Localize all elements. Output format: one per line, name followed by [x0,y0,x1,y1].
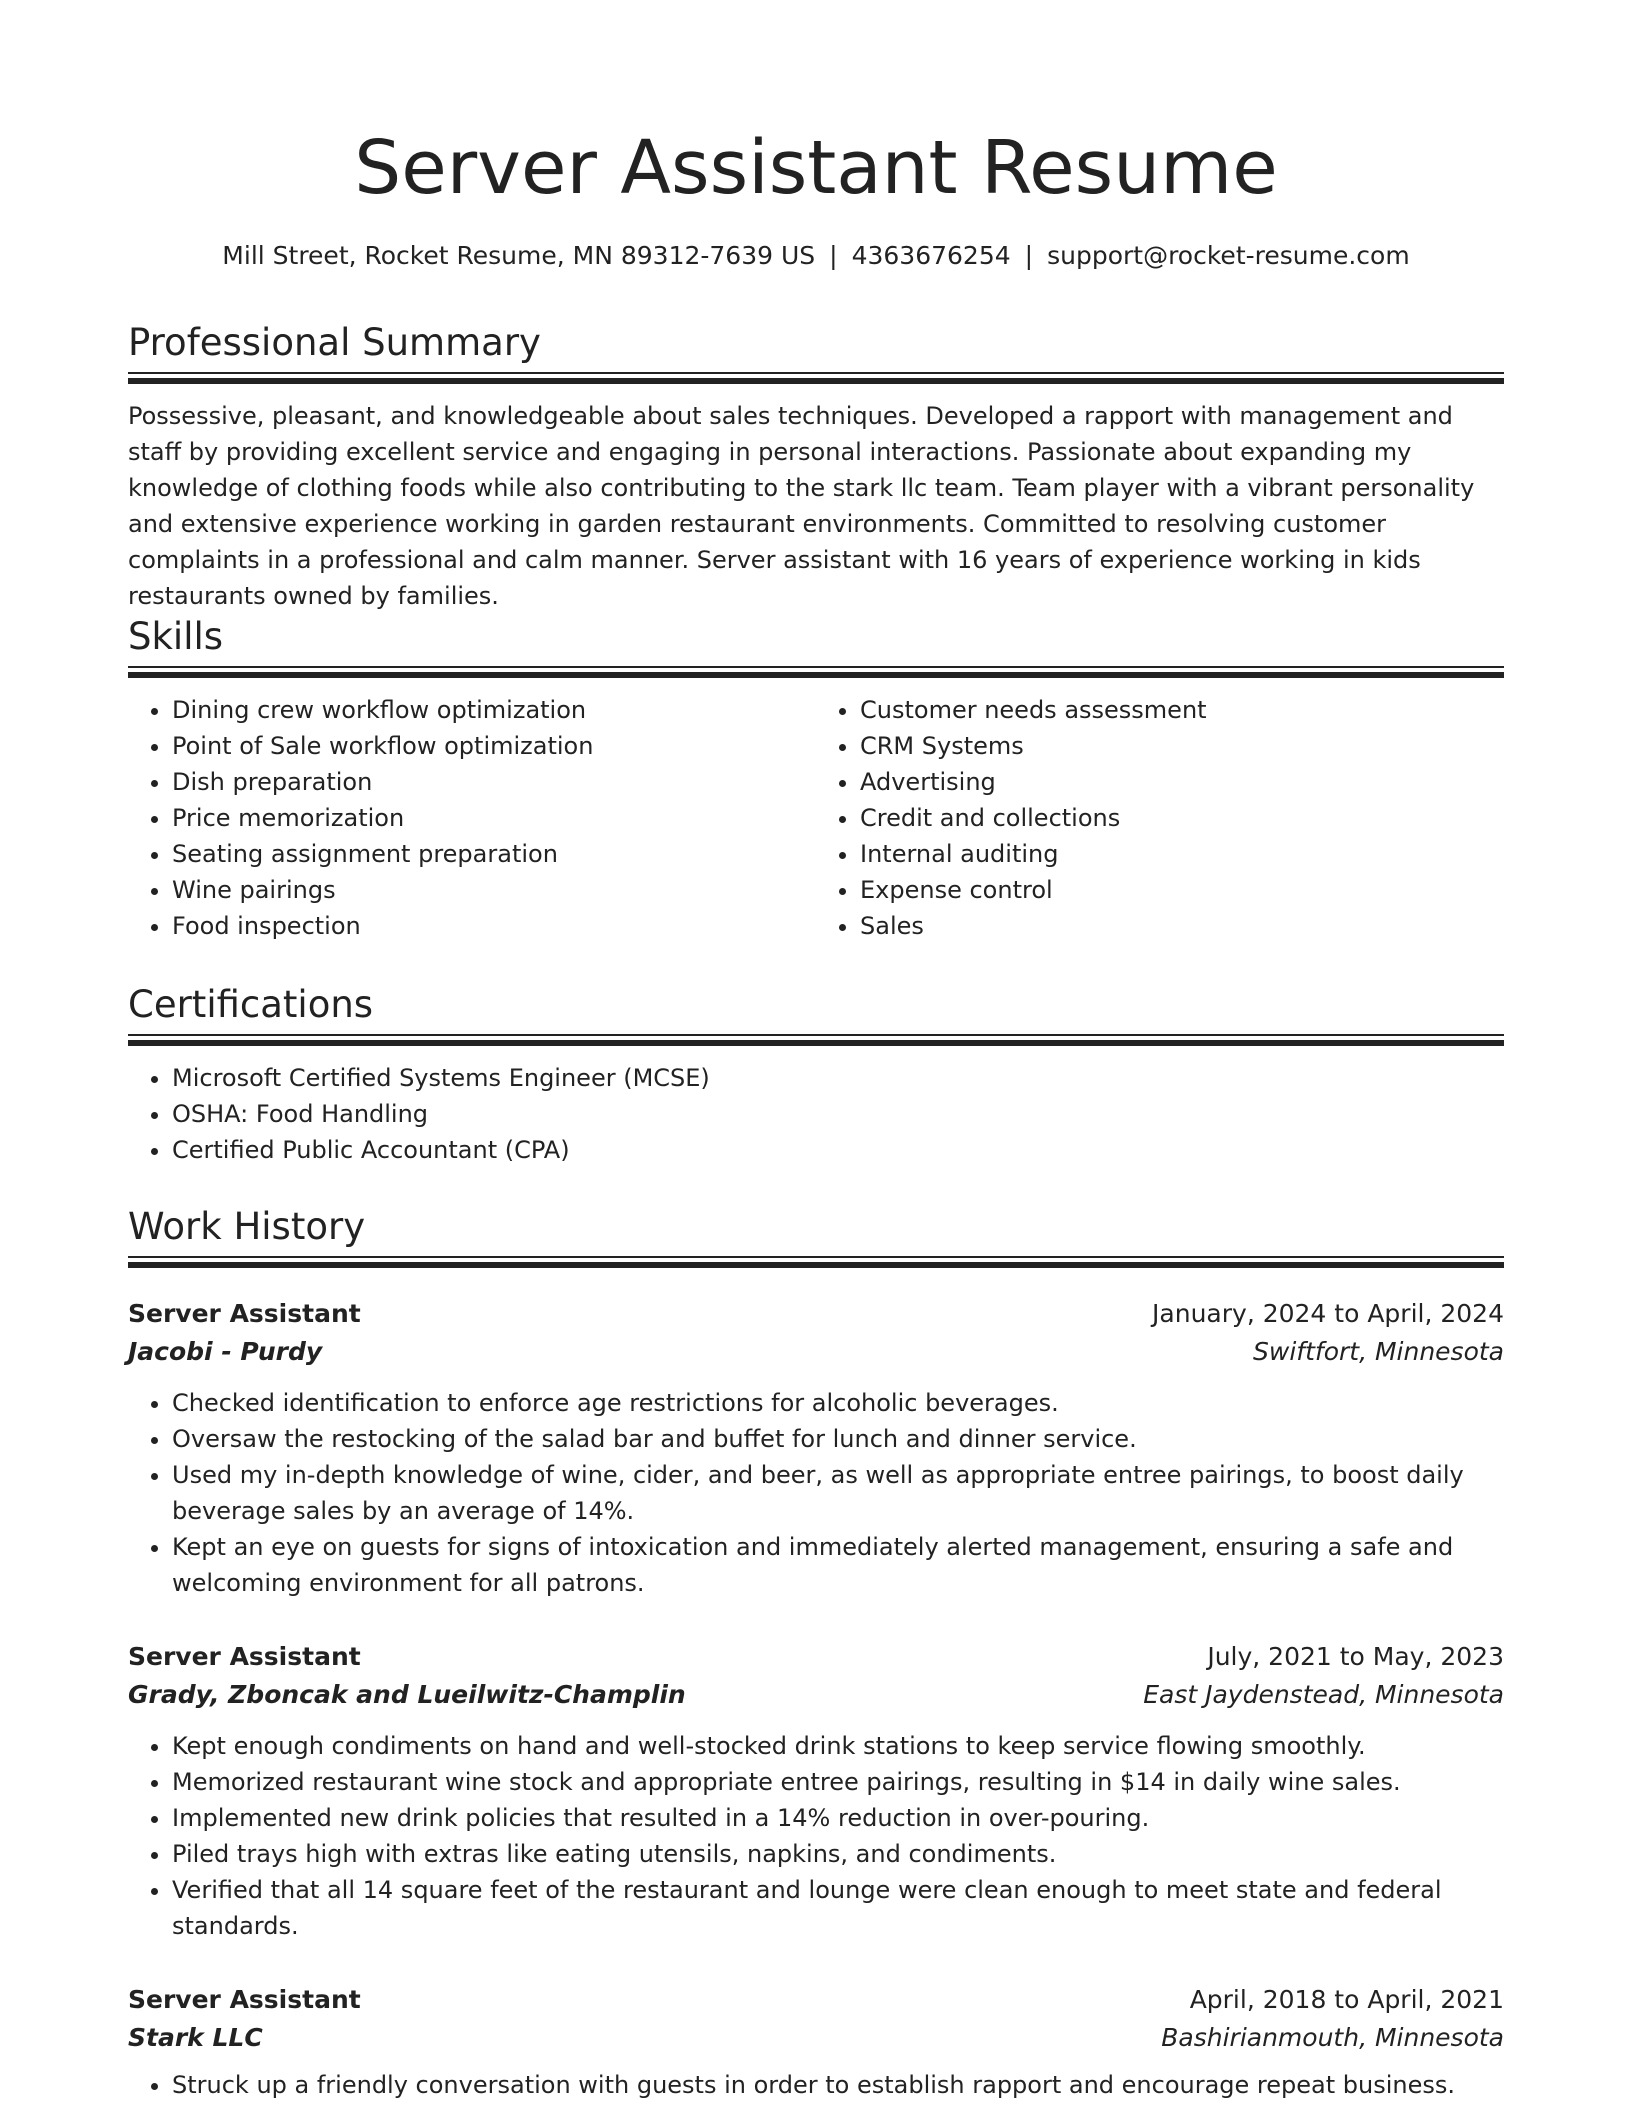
skill-item: • CRM Systems [860,728,1504,764]
job-bullet: • Kept an eye on guests for signs of intoxication and immediately alerted management, ensuring a safe and welcoming environment for all patrons. [172,1529,1504,1601]
certification-item: • Certified Public Accountant (CPA) [172,1132,1504,1168]
job-bullet: • Checked identification to enforce age restrictions for alcoholic beverages. [172,1385,1504,1421]
job-title: Server Assistant [128,1299,361,1328]
skill-item: • Point of Sale workflow optimization [172,728,816,764]
skill-item: • Internal auditing [860,836,1504,872]
contact-separator: | [829,241,838,270]
job-entry [128,1981,1504,2103]
skill-item: • Advertising [860,764,1504,800]
section-heading: Work History [128,1205,366,1248]
skill-item: • Credit and collections [860,800,1504,836]
job-dates: July, 2021 to May, 2023 [1207,1642,1504,1671]
skill-item: • Dining crew workflow optimization [172,692,816,728]
skill-item: • Dish preparation [172,764,816,800]
certifications-list [128,1060,1504,1168]
job-location: Swiftfort, Minnesota [1253,1337,1504,1366]
job-bullet: • Piled trays high with extras like eating utensils, napkins, and condiments. [172,1836,1504,1872]
contact-address: Mill Street, Rocket Resume, MN 89312-7639 US [222,241,816,270]
certification-item: • OSHA: Food Handling [172,1096,1504,1132]
job-bullet: • Implemented new drink policies that resulted in a 14% reduction in over-pouring. [172,1800,1504,1836]
contact-separator: | [1024,241,1034,270]
job-bullet: • Verified that all 14 square feet of the restaurant and lounge were clean enough to meet state and federal standards. [172,1872,1504,1944]
job-bullet: • Struck up a friendly conversation with guests in order to establish rapport and encourage repeat business. [172,2067,1504,2103]
job-bullets [128,1385,1504,1601]
section-heading: Professional Summary [128,321,541,364]
skill-item: • Customer needs assessment [860,692,1504,728]
skill-item: • Sales [860,908,1504,944]
section-divider [128,1034,1504,1046]
job-company: Grady, Zboncak and Lueilwitz-Champlin [128,1680,686,1709]
certifications-section [128,980,1504,1168]
skill-item: • Expense control [860,872,1504,908]
skill-item: • Food inspection [172,908,816,944]
section-heading: Skills [128,615,224,658]
section-divider [128,1256,1504,1268]
contact-phone: 4363676254 [851,241,1011,270]
job-entry [128,1295,1504,1601]
skills-list-right [816,692,1504,944]
job-title: Server Assistant [128,1985,361,2014]
job-company: Jacobi - Purdy [128,1337,323,1366]
skill-item: • Price memorization [172,800,816,836]
certification-item: • Microsoft Certified Systems Engineer (MCSE) [172,1060,1504,1096]
job-title-row [128,1638,1504,1676]
job-entry [128,1638,1504,1944]
job-dates: January, 2024 to April, 2024 [1152,1299,1504,1328]
job-company-row [128,2019,1504,2057]
work-history-section [128,1202,1504,1268]
job-company-row [128,1676,1504,1714]
summary-section [128,318,1504,614]
job-location: Bashirianmouth, Minnesota [1161,2023,1504,2052]
job-location: East Jaydenstead, Minnesota [1143,1680,1504,1709]
section-divider [128,666,1504,678]
skill-item: • Wine pairings [172,872,816,908]
job-bullet: • Memorized restaurant wine stock and appropriate entree pairings, resulting in $14 in daily wine sales. [172,1764,1504,1800]
skills-section [128,612,1504,944]
job-bullet: • Kept enough condiments on hand and well-stocked drink stations to keep service flowing smoothly. [172,1728,1504,1764]
resume-title: Server Assistant Resume [354,125,1278,211]
job-company: Stark LLC [128,2023,263,2052]
skills-list-left [128,692,816,944]
skills-columns [128,678,1504,944]
job-title-row [128,1981,1504,2019]
job-bullets [128,1728,1504,1944]
job-title: Server Assistant [128,1642,361,1671]
contact-line [128,238,1504,274]
job-dates: April, 2018 to April, 2021 [1189,1985,1504,2014]
job-bullet: • Used my in-depth knowledge of wine, cider, and beer, as well as appropriate entree pairings, to boost daily beverage sales by an average of 14%. [172,1457,1504,1529]
job-title-row [128,1295,1504,1333]
job-bullets [128,2067,1504,2103]
job-company-row [128,1333,1504,1371]
contact-email: support@rocket-resume.com [1047,241,1410,270]
section-divider [128,372,1504,384]
summary-text: Possessive, pleasant, and knowledgeable about sales techniques. Developed a rapport with management and staff by providing excellent service and engaging in personal interactions. Passionate about expanding my knowledge of clothing foods while also contributing to the stark llc team. Team player with a vibrant personality and extensive experience working in garden restaurant environments. Committed to resolving customer complaints in a professional and calm manner. Server assistant with 16 years of experience working in kids restaurants owned by families. [128,402,1475,610]
job-bullet: • Oversaw the restocking of the salad bar and buffet for lunch and dinner service. [172,1421,1504,1457]
skill-item: • Seating assignment preparation [172,836,816,872]
section-heading: Certifications [128,983,374,1026]
